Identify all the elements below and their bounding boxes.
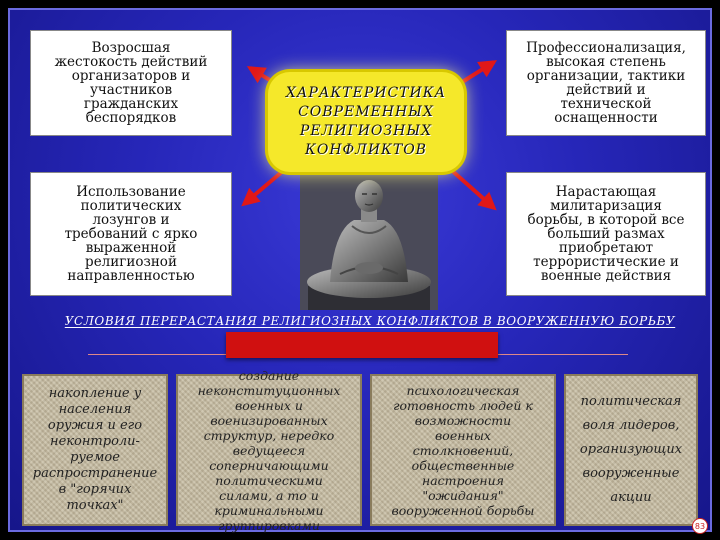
center-title: [268, 72, 464, 172]
condition-card-psychological: [370, 374, 556, 526]
condition-card-weapons: [22, 374, 168, 526]
meditating-monk-statue-icon: [300, 170, 438, 310]
condition-text: психологическая готовность людей к возможности военных столкновений, общественные настроения "ожидания" вооруженной борьбы: [391, 382, 535, 518]
page-number: 83: [692, 518, 708, 534]
characteristic-militarization-text: Нарастающая милитаризация борьбы, в которой все больший размах приобретают террористические и военные действия: [527, 184, 685, 284]
condition-text: политическая воля лидеров, организующих вооруженные акции: [579, 394, 683, 505]
condition-text: накопление у населения оружия и его неконтроли- руемое распространение в "горячих точках": [32, 386, 158, 513]
red-bar: [226, 332, 498, 358]
characteristic-professionalization-box: [506, 30, 706, 136]
condition-card-leaders-will: [564, 374, 698, 526]
characteristic-violence-box: [30, 30, 232, 136]
conditions-banner: УСЛОВИЯ ПЕРЕРАСТАНИЯ РЕЛИГИОЗНЫХ КОНФЛИКТОВ В ВООРУЖЕННУЮ БОРЬБУ: [64, 314, 676, 328]
center-title-text: ХАРАКТЕРИСТИКА СОВРЕМЕННЫХ РЕЛИГИОЗНЫХ КОНФЛИКТОВ: [285, 85, 447, 158]
characteristic-political-slogans-box: [30, 172, 232, 296]
condition-text: создание неконституционных военных и военизированных структур, нередко ведущееся соперничающими политическими силами, а то и криминальными группировками: [197, 367, 341, 533]
condition-card-structures: [176, 367, 362, 533]
characteristic-militarization-box: [506, 172, 706, 296]
characteristic-political-slogans-text: Использование политических лозунгов и требований с ярко выраженной религиозной направленностью: [64, 184, 198, 284]
characteristic-violence-text: Возросшая жестокость действий организаторов и участников гражданских беспорядков: [54, 40, 208, 126]
characteristic-professionalization-text: Профессионализация, высокая степень организации, тактики действий и технической оснащенности: [526, 40, 686, 126]
